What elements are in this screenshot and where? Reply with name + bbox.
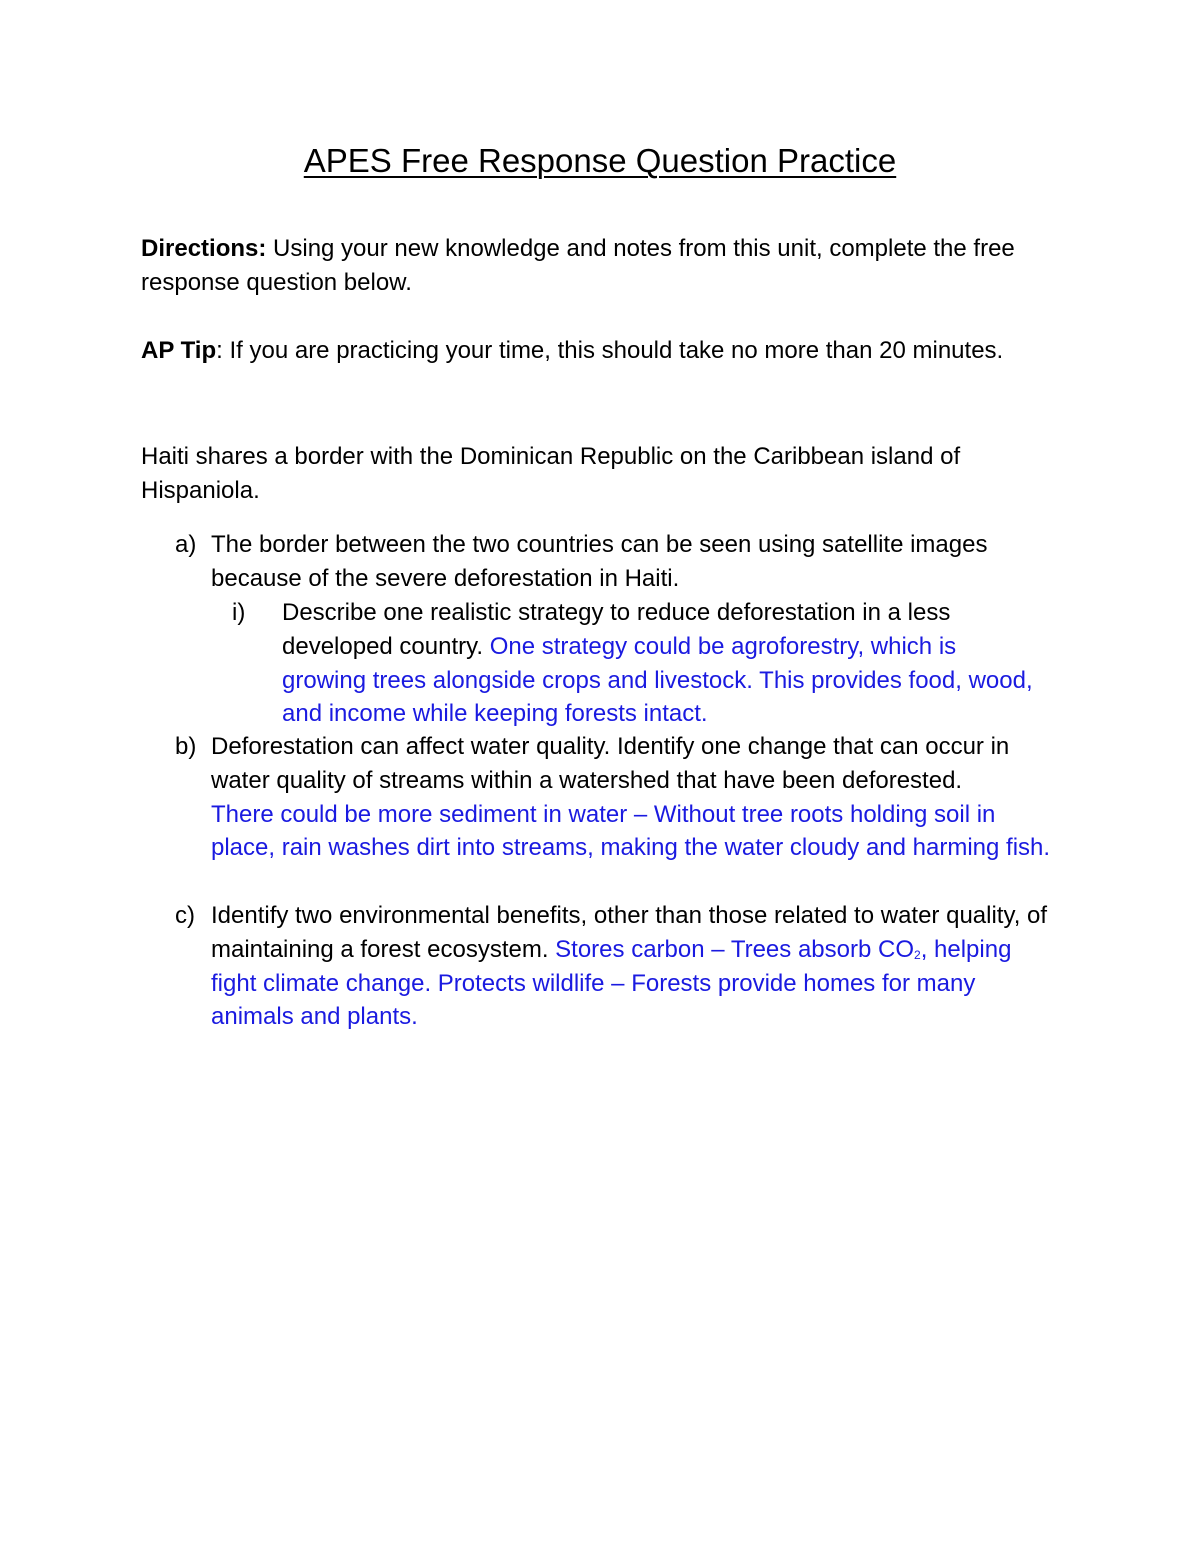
question-a-i-marker: i) — [232, 599, 246, 626]
question-c-answer-part1: Stores carbon – Trees absorb CO — [555, 935, 914, 963]
question-c-answer-part2: , helping fight climate change. Protects wildlife – Forests provide homes for many animals and plants. — [211, 935, 1012, 1031]
directions-paragraph — [141, 232, 1071, 300]
question-a-i — [282, 596, 1042, 731]
question-a-marker: a) — [175, 531, 197, 558]
page-title: APES Free Response Question Practice — [303, 142, 897, 179]
intro-paragraph: Haiti shares a border with the Dominican Republic on the Caribbean island of Hispaniola. — [141, 443, 961, 504]
question-c-marker: c) — [175, 902, 195, 929]
question-a-i-prompt: Describe one realistic strategy to reduce deforestation in a less developed country. — [282, 599, 951, 660]
question-b-prompt: Deforestation can affect water quality. Identify one change that can occur in water quality of streams within a watershed that have been deforested. — [211, 733, 1010, 794]
ap-tip-label: AP Tip — [141, 337, 217, 364]
question-a-prompt: The border between the two countries can be seen using satellite images because of the severe deforestation in Haiti. — [211, 531, 988, 592]
directions-text: Using your new knowledge and notes from this unit, complete the free response question below. — [141, 235, 1015, 296]
question-b — [211, 730, 1061, 865]
question-b-marker: b) — [175, 733, 197, 760]
ap-tip-paragraph — [141, 334, 1071, 368]
question-c-prompt: Identify two environmental benefits, other than those related to water quality, of maintaining a forest ecosystem. — [211, 902, 1048, 963]
co2-subscript: 2 — [914, 947, 921, 962]
question-a-i-answer: One strategy could be agroforestry, which is growing trees alongside crops and livestock. This provides food, wood, and income while keeping forests intact. — [282, 632, 1033, 728]
ap-tip-text: : If you are practicing your time, this should take no more than 20 minutes. — [216, 337, 1004, 364]
question-c — [211, 899, 1061, 1034]
directions-label: Directions: — [141, 235, 267, 262]
question-b-answer: There could be more sediment in water – Without tree roots holding soil in place, rain washes dirt into streams, making the water cloudy and harming fish. — [211, 800, 1051, 862]
